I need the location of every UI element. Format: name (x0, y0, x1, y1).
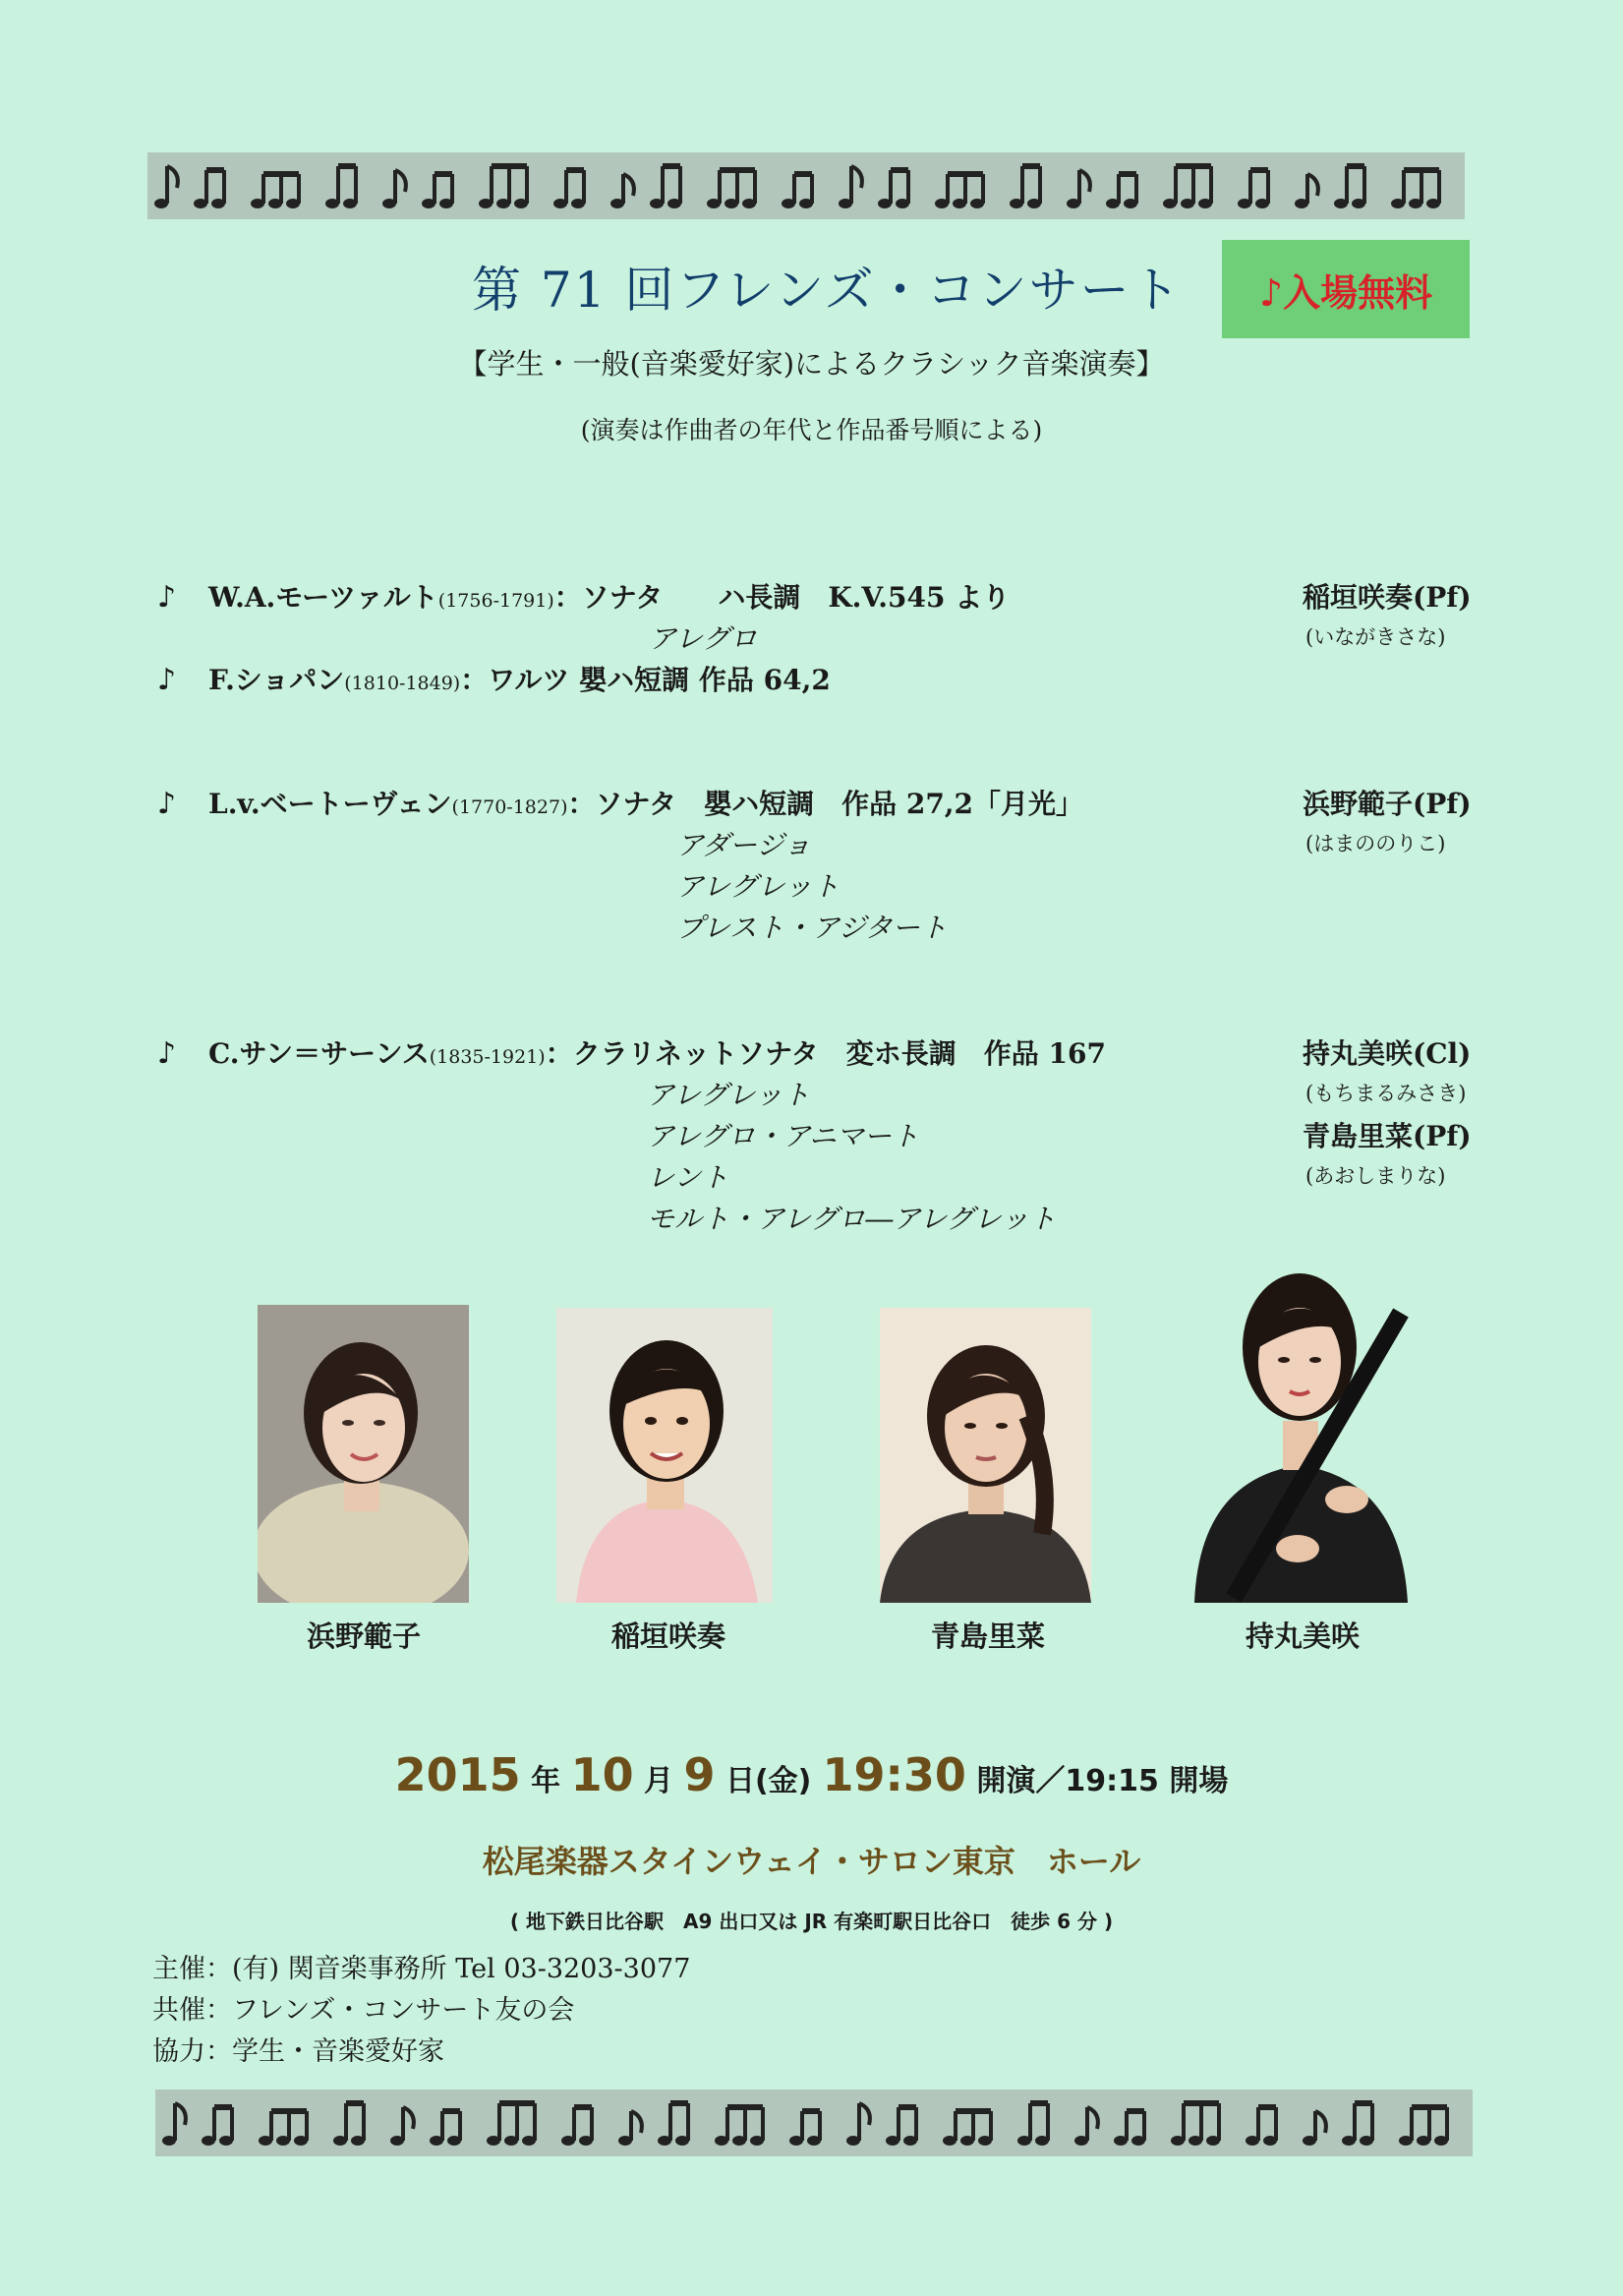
work-title: ：ソナタ ハ長調 K.V.545 より (553, 581, 1011, 614)
performer-name: 稲垣咲奏(Pf) (1303, 581, 1472, 614)
movement: レント (647, 1161, 729, 1194)
music-note-icon: ♪ (157, 580, 177, 615)
performer-name: 浜野範子(Pf) (1303, 788, 1472, 820)
music-note-icon: ♪ (157, 1036, 177, 1071)
movement: アレグロ (649, 622, 758, 655)
organizer-cooperation: 協力：学生・音楽愛好家 (152, 2036, 444, 2067)
movement: アレグレット (647, 1079, 811, 1111)
music-notes-icon (147, 152, 1465, 219)
event-year: 2015 (394, 1748, 521, 1801)
music-notes-band-top (147, 152, 1465, 219)
event-datetime (0, 1748, 1623, 1801)
composer: L.v.ベートーヴェン (208, 788, 452, 820)
music-note-icon: ♪ (157, 787, 177, 821)
photo-inagaki (556, 1308, 773, 1603)
performer-name: 持丸美咲(Cl) (1303, 1037, 1472, 1070)
work-title: ：ソナタ 嬰ハ短調 作品 27,2「月光」 (567, 788, 1084, 820)
work-title: ：ワルツ 嬰ハ短調 作品 64,2 (460, 664, 831, 696)
performer-kana: (あおしまりな) (1305, 1164, 1446, 1188)
event-venue: 松尾楽器スタインウェイ・サロン東京 ホール (482, 1843, 1141, 1880)
work-title: ：クラリネットソナタ 変ホ長調 作品 167 (545, 1037, 1106, 1070)
piece-chopin (157, 659, 831, 698)
movement: アレグレット (676, 870, 840, 903)
movement: アレグロ・アニマート (647, 1120, 919, 1152)
photo-caption: 浜野範子 (306, 1619, 421, 1653)
event-month-unit: 月 (633, 1764, 684, 1798)
music-notes-icon (155, 2090, 1473, 2156)
event-day: 9 (683, 1748, 716, 1801)
photo-caption: 稲垣咲奏 (610, 1619, 725, 1653)
piece-beethoven (157, 783, 1083, 822)
composer-years: (1835-1921) (429, 1046, 546, 1068)
organizer-cohost: 共催：フレンズ・コンサート友の会 (152, 1995, 575, 2026)
free-admission-badge: ♪入場無料 (1222, 240, 1470, 338)
event-year-unit: 年 (520, 1764, 571, 1798)
performer-kana: (いながきさな) (1305, 625, 1446, 649)
movement: アダージョ (676, 829, 811, 861)
movement: モルト・アレグロ―アレグレット (647, 1203, 1057, 1235)
movement: プレスト・アジタート (676, 912, 948, 944)
performer-kana: (はまののりこ) (1305, 832, 1446, 855)
performer-kana: (もちまるみさき) (1305, 1082, 1467, 1105)
piece-saint-saens (157, 1032, 1106, 1072)
event-access: ( 地下鉄日比谷駅 A9 出口又は JR 有楽町駅日比谷口 徒歩 6 分 ) (509, 1910, 1114, 1933)
photo-aoshima (880, 1308, 1091, 1603)
photo-hamano (258, 1305, 469, 1603)
page-title: 第 71 回フレンズ・コンサート (472, 262, 1183, 319)
subtitle: 【学生・一般(音楽愛好家)によるクラシック音楽演奏】 (458, 347, 1165, 381)
composer-years: (1770-1827) (451, 796, 568, 818)
event-time-unit: 開演／19:15 開場 (965, 1764, 1229, 1798)
order-note: (演奏は作曲者の年代と作品番号順による) (580, 416, 1043, 444)
music-notes-band-bottom (155, 2090, 1473, 2156)
performer-name: 青島里菜(Pf) (1303, 1120, 1472, 1152)
organizer-host: 主催：(有) 関音楽事務所 Tel 03-3203-3077 (152, 1954, 691, 1984)
piece-mozart (157, 576, 1010, 616)
event-day-unit: 日 (715, 1764, 755, 1798)
composer: F.ショパン (208, 664, 345, 696)
composer: W.A.モーツァルト (208, 581, 438, 614)
event-time: 19:30 (822, 1748, 966, 1801)
composer: C.サン＝サーンス (208, 1037, 430, 1070)
composer-years: (1756-1791) (437, 590, 554, 612)
photo-mochimaru (1180, 1254, 1420, 1603)
photo-caption: 持丸美咲 (1245, 1619, 1360, 1653)
event-weekday: (金) (754, 1764, 812, 1798)
photo-caption: 青島里菜 (930, 1619, 1045, 1653)
event-month: 10 (570, 1748, 634, 1801)
music-note-icon: ♪ (157, 663, 177, 697)
composer-years: (1810-1849) (344, 673, 461, 694)
